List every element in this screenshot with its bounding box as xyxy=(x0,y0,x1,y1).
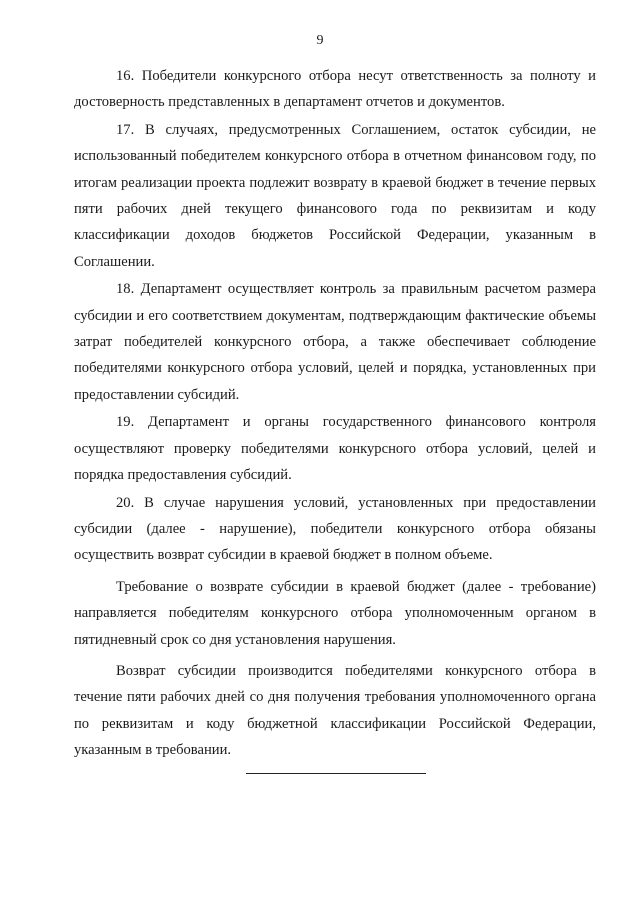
paragraph-20: 20. В случае нарушения условий, установленных при предоставлении субсидии (далее - нарушение), победители конкурсного отбора обязаны осуществить возврат субсидии в краевой бюджет в полном объеме. xyxy=(74,494,596,564)
paragraph-16: 16. Победители конкурсного отбора несут ответственность за полноту и достоверность представленных в департамент отчетов и документов. xyxy=(74,68,596,111)
end-divider xyxy=(246,773,426,774)
paragraph-19: 19. Департамент и органы государственного финансового контроля осуществляют проверку победителями конкурсного отбора условий, целей и порядка предоставления субсидий. xyxy=(74,414,596,484)
paragraph-18: 18. Департамент осуществляет контроль за правильным расчетом размера субсидии и его соответствием документам, подтверждающим фактические объемы затрат победителей конкурсного отбора, а также обеспечивает соблюдение победителями конкурсного отбора условий, целей и порядка, установленных при предоставлении субсидий. xyxy=(74,281,596,403)
paragraph-17: 17. В случаях, предусмотренных Соглашением, остаток субсидии, не использованный победителем конкурсного отбора в отчетном финансовом году, по итогам реализации проекта подлежит возврату в краевой бюджет в течение первых пяти рабочих дней текущего финансового года по реквизитам и коду классификации доходов бюджетов Российской Федерации, указанным в Соглашении. xyxy=(74,121,596,270)
paragraph-refund: Возврат субсидии производится победителями конкурсного отбора в течение пяти рабочих дней со дня получения требования уполномоченного органа по реквизитам и коду бюджетной классификации Российской Федерации, указанным в требовании. xyxy=(74,662,596,759)
page-number: 9 xyxy=(316,33,324,48)
document-body xyxy=(74,63,596,764)
paragraph-demand: Требование о возврате субсидии в краевой бюджет (далее - требование) направляется победителям конкурсного отбора уполномоченным органом в пятидневный срок со дня установления нарушения. xyxy=(74,578,596,648)
